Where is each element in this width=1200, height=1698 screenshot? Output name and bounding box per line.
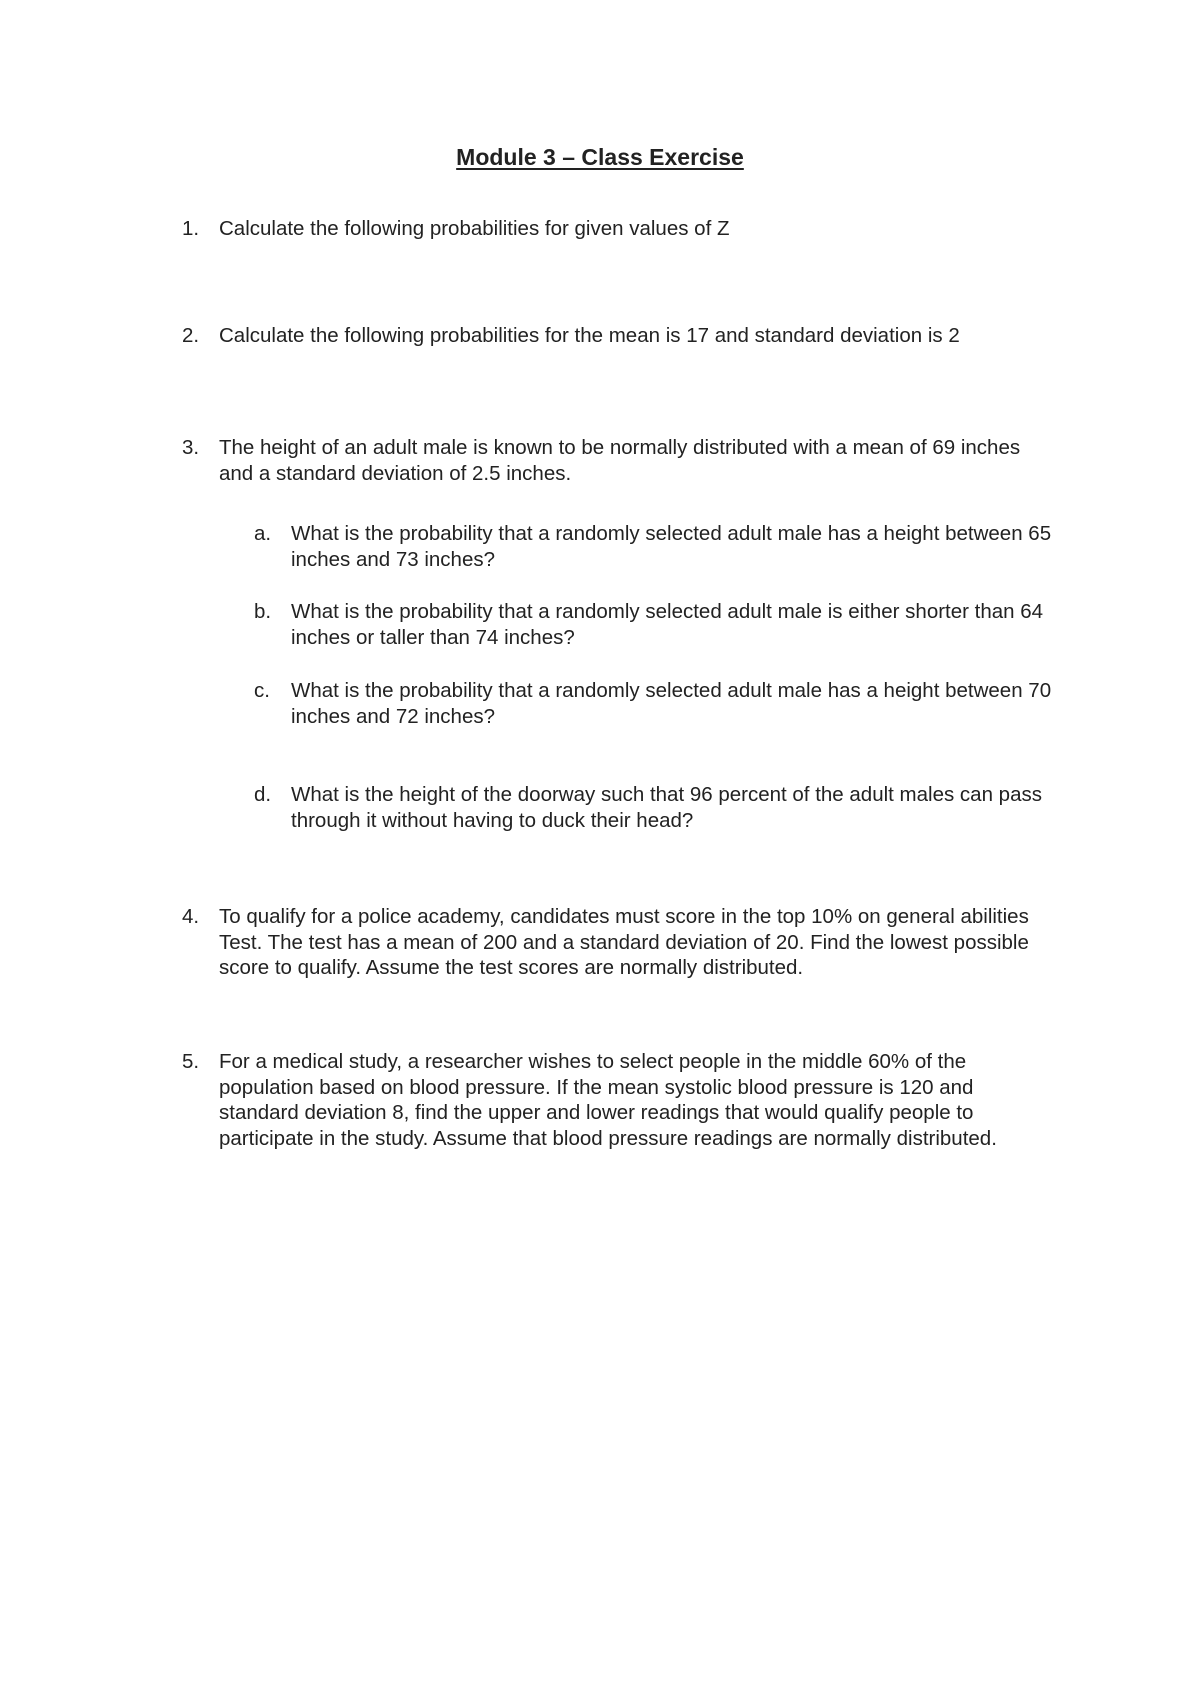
question-number: 3. <box>182 436 200 459</box>
question-text: To qualify for a police academy, candidates must score in the top 10% on general abilities Test. The test has a mean of 200 and a standard deviation of 20. Find the lowest possible score to qualify. Assume the test scores are normally distributed. <box>219 905 1029 979</box>
part-text: What is the probability that a randomly selected adult male has a height between 65 inches and 73 inches? <box>291 522 1052 571</box>
question-text: Calculate the following probabilities for the mean is 17 and standard deviation is 2 <box>219 324 960 347</box>
question-3-part-b <box>254 599 1074 650</box>
question-3-part-d <box>254 782 1074 833</box>
question-text: Calculate the following probabilities for given values of Z <box>219 217 730 240</box>
question-number: 1. <box>182 217 200 240</box>
question-number: 5. <box>182 1050 200 1073</box>
question-3 <box>182 435 1062 486</box>
question-3-part-c <box>254 678 1074 729</box>
question-1 <box>182 216 1062 242</box>
question-number: 4. <box>182 905 200 928</box>
question-number: 2. <box>182 324 200 347</box>
question-2 <box>182 323 1062 349</box>
page-title: Module 3 – Class Exercise <box>456 144 744 170</box>
part-label: d. <box>254 783 272 806</box>
part-label: a. <box>254 522 272 545</box>
part-label: b. <box>254 600 272 623</box>
question-text: For a medical study, a researcher wishes to select people in the middle 60% of the population based on blood pressure. If the mean systolic blood pressure is 120 and standard deviation 8, find the upper and lower readings that would qualify people to participate in the study. Assume that blood pressure readings are normally distributed. <box>219 1050 997 1150</box>
part-text: What is the height of the doorway such that 96 percent of the adult males can pass through it without having to duck their head? <box>291 783 1042 832</box>
part-label: c. <box>254 679 270 702</box>
part-text: What is the probability that a randomly selected adult male has a height between 70 inches and 72 inches? <box>291 679 1052 728</box>
question-3-part-a <box>254 521 1074 572</box>
question-text: The height of an adult male is known to be normally distributed with a mean of 69 inches and a standard deviation of 2.5 inches. <box>219 436 1021 485</box>
question-5 <box>182 1049 1062 1151</box>
part-text: What is the probability that a randomly selected adult male is either shorter than 64 inches or taller than 74 inches? <box>291 600 1044 649</box>
question-4 <box>182 904 1062 981</box>
